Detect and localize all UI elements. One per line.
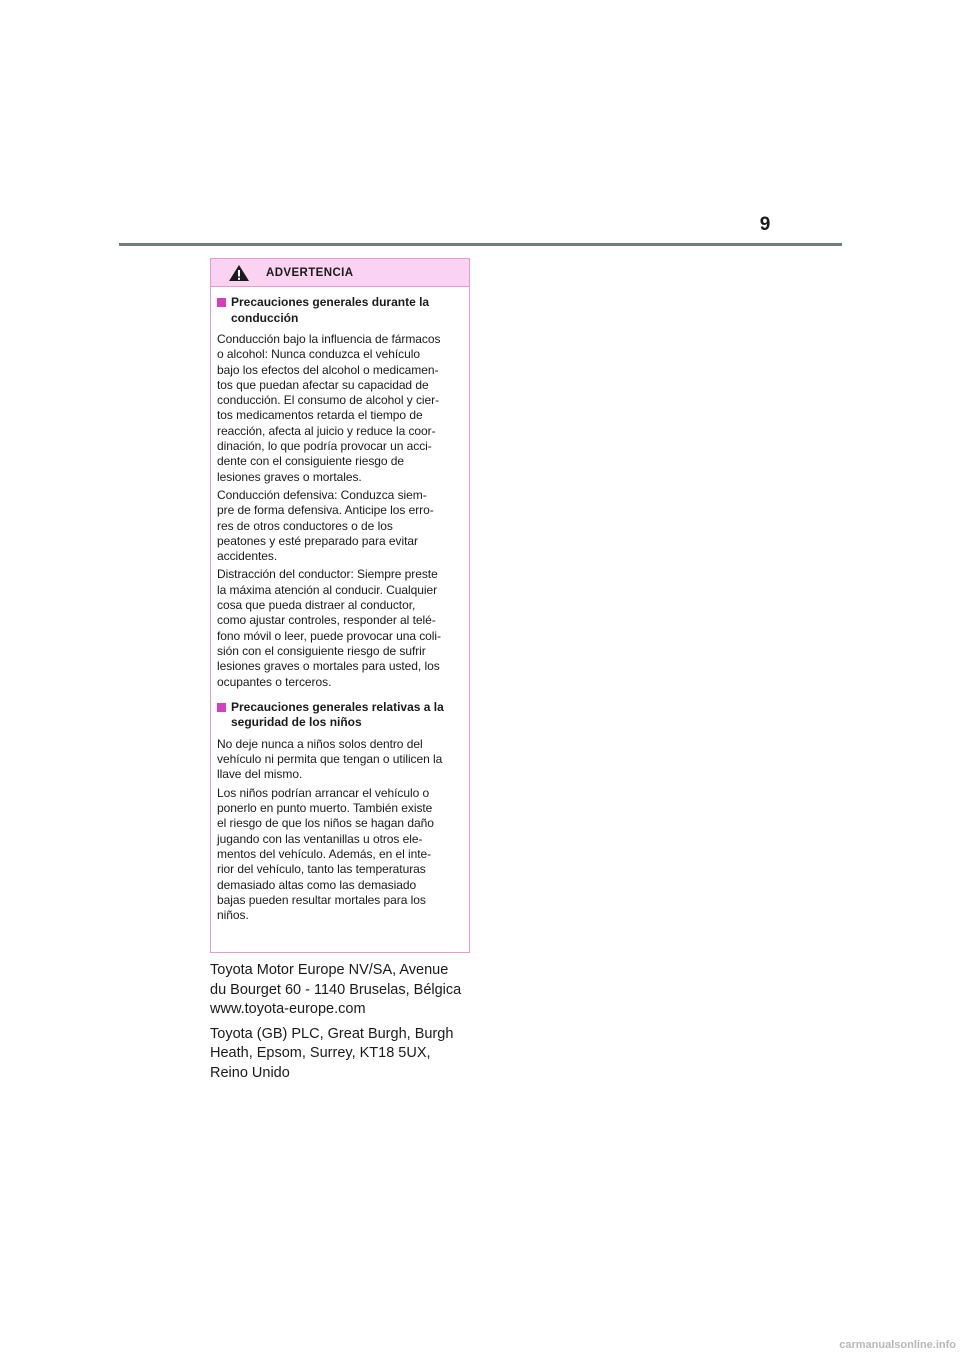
warning-title: ADVERTENCIA [266,266,354,279]
paragraph-defensive-driving: Conducción defensiva: Conduzca siem- pre de forma defensiva. Anticipe los erro- res de otros conductores o de los peatones y esté preparado para evitar accidentes. [217,487,434,564]
website-link: www.toyota-europe.com [210,1001,366,1017]
watermark: carmanualsonline.info [839,1339,956,1351]
section-heading-text: Precauciones generales relativas a la seguridad de los niños [231,699,444,730]
warning-box [210,258,470,953]
section-heading-text: Precauciones generales durante la conducción [231,295,430,325]
address-block [210,961,490,1088]
warning-triangle-icon [228,264,250,282]
page-number: 9 [759,214,771,235]
paragraph-children-risks: Los niños podrían arrancar el vehículo o ponerlo en punto muerto. También existe el riesgo de que los niños se hagan daño jugando con las ventanillas u otros ele- mentos del vehículo. Además, en el inte- rior del vehículo, tanto las temperaturas demasiado altas como las demasiado bajas pueden resultar mortales para los niños. [217,785,434,923]
section-heading-driving [217,295,463,326]
header-rule [119,243,842,246]
address-toyota-gb: Toyota (GB) PLC, Great Burgh, Burgh Heath, Epsom, Surrey, KT18 5UX, Reino Unido [210,1025,454,1081]
paragraph-driver-distraction: Distracción del conductor: Siempre preste la máxima atención al conducir. Cualquier cosa que pueda distraer al conductor, como ajustar controles, responder al telé- fono móvil o leer, puede provocar una coli- sión con el consiguiente riesgo de sufrir lesiones graves o mortales para usted, los ocupantes o terceros. [217,567,441,689]
warning-body [211,287,469,923]
paragraph-children-alone: No deje nunca a niños solos dentro del vehículo ni permita que tengan o utilicen la llave del mismo. [217,736,443,782]
warning-header [211,259,469,287]
address-toyota-europe: Toyota Motor Europe NV/SA, Avenue du Bourget 60 - 1140 Bruselas, Bélgica www.toyota-europe.com [210,961,490,1020]
paragraph-alcohol: Conducción bajo la influencia de fármacos o alcohol: Nunca conduzca el vehículo bajo los efectos del alcohol o medicamen- tos que puedan afectar su capacidad de conducción. El consumo de alcohol y cier- tos medicamentos retarda el tiempo de reacción, afecta al juicio y reduce la coor- dinación, lo que podría provocar un acci- dente con el consiguiente riesgo de lesiones graves o mortales. [217,332,441,484]
square-bullet-icon [217,703,226,712]
section-heading-child-safety [217,700,463,731]
square-bullet-icon [217,298,226,307]
